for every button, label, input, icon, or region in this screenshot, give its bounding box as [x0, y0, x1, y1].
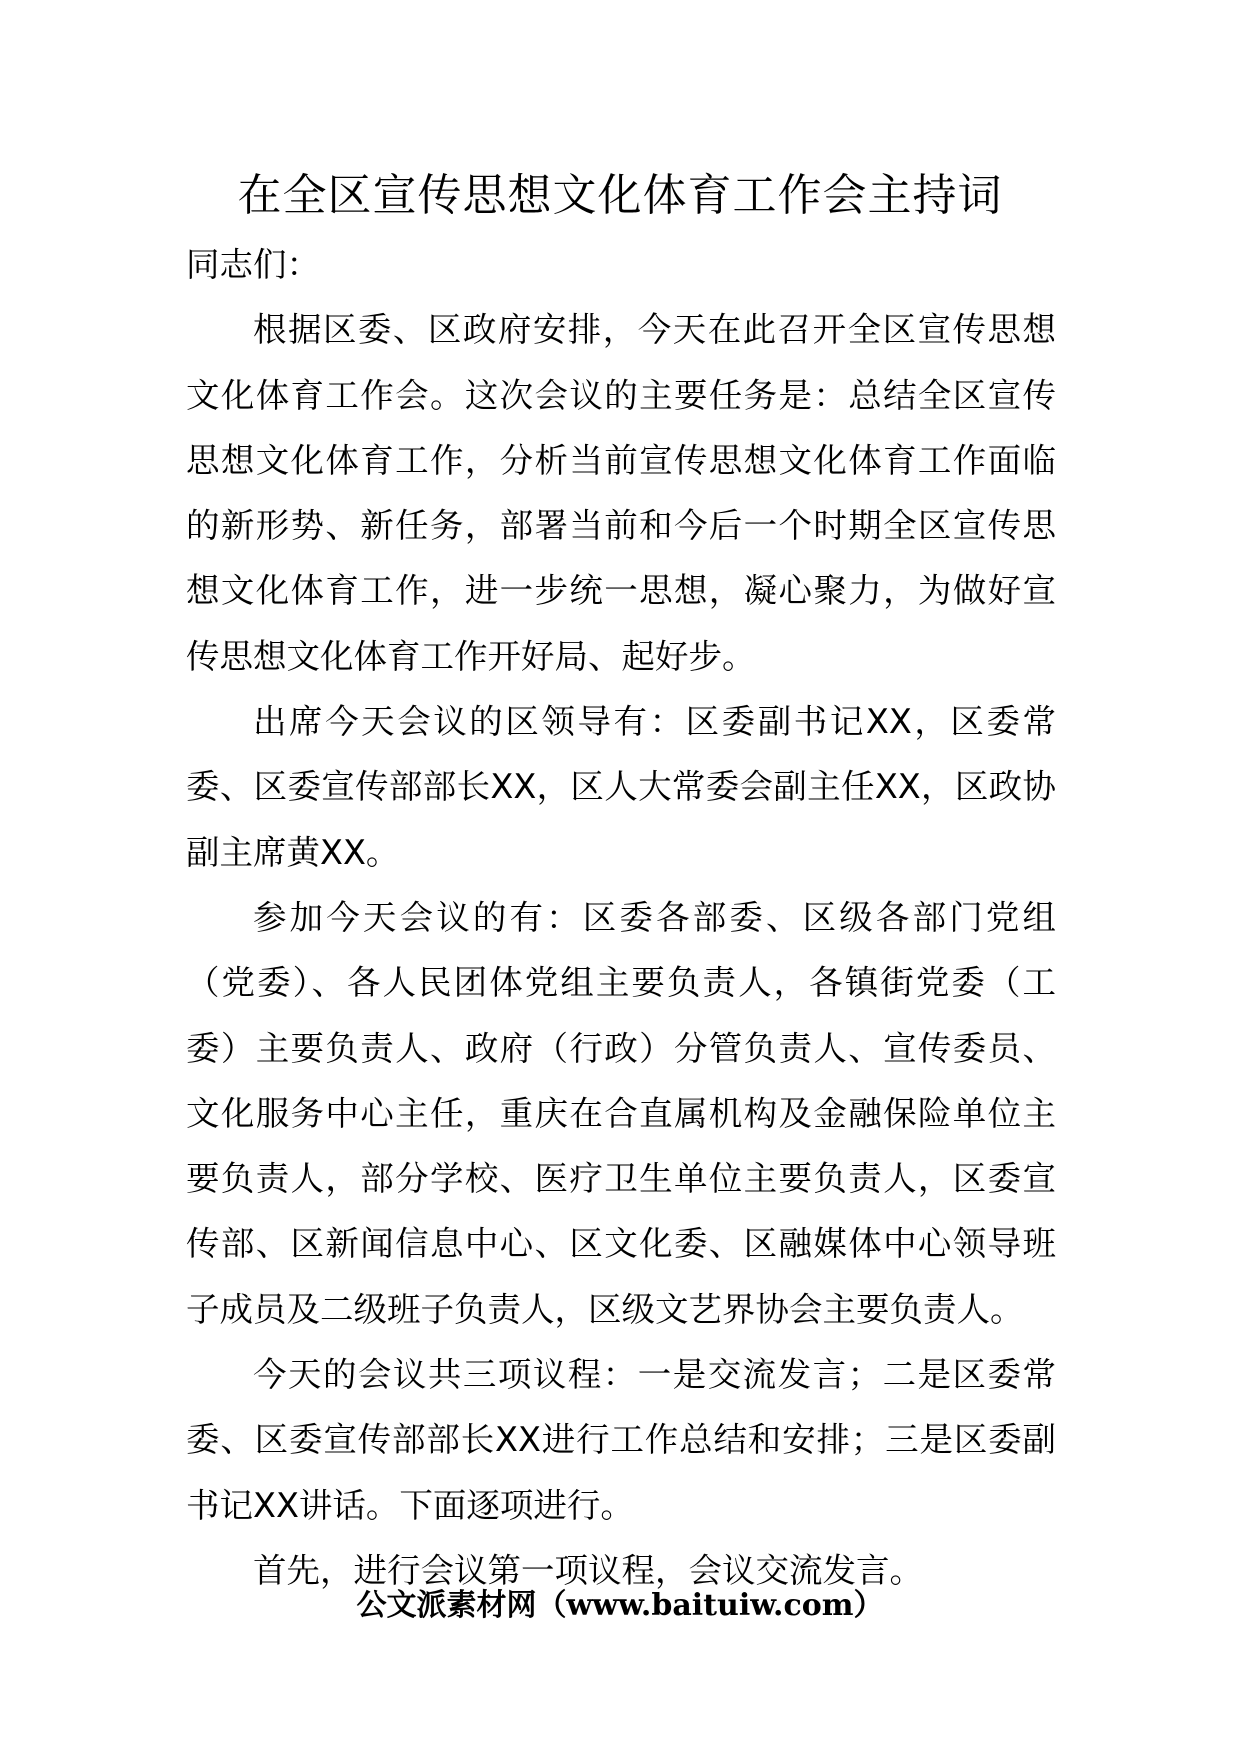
paragraph-attending-leaders: 出席今天会议的区领导有：区委副书记XX，区委常委、区委宣传部部长XX，区人大常委会副主任XX，区政协副主席黄XX。	[186, 702, 1056, 872]
paragraph-participants: 参加今天会议的有：区委各部委、区级各部门党组（党委）、各人民团体党组主要负责人，各镇街党委（工委）主要负责人、政府（行政）分管负责人、宣传委员、文化服务中心主任，重庆在合直属机构及金融保险单位主要负责人，部分学校、医疗卫生单位主要负责人，区委宣传部、区新闻信息中心、区文化委、区融媒体中心领导班子成员及二级班子负责人，区级文艺界协会主要负责人。	[186, 897, 1056, 1329]
paragraph-first-item: 首先，进行会议第一项议程，会议交流发言。	[253, 1550, 923, 1590]
paragraph-meeting-agenda: 今天的会议共三项议程：一是交流发言；二是区委常委、区委宣传部部长XX进行工作总结和安排；三是区委副书记XX讲话。下面逐项进行。	[186, 1355, 1056, 1525]
document-title: 在全区宣传思想文化体育工作会主持词	[237, 170, 1003, 221]
salutation: 同志们：	[186, 245, 320, 284]
document-body	[186, 232, 1056, 1603]
footer-watermark: 公文派素材网（www.baituiw.com）	[356, 1588, 884, 1623]
paragraph-agenda-purpose: 根据区委、区政府安排，今天在此召开全区宣传思想文化体育工作会。这次会议的主要任务是：总结全区宣传思想文化体育工作，分析当前宣传思想文化体育工作面临的新形势、新任务，部署当前和今后一个时期全区宣传思想文化体育工作，进一步统一思想，凝心聚力，为做好宣传思想文化体育工作开好局、起好步。	[186, 310, 1056, 676]
